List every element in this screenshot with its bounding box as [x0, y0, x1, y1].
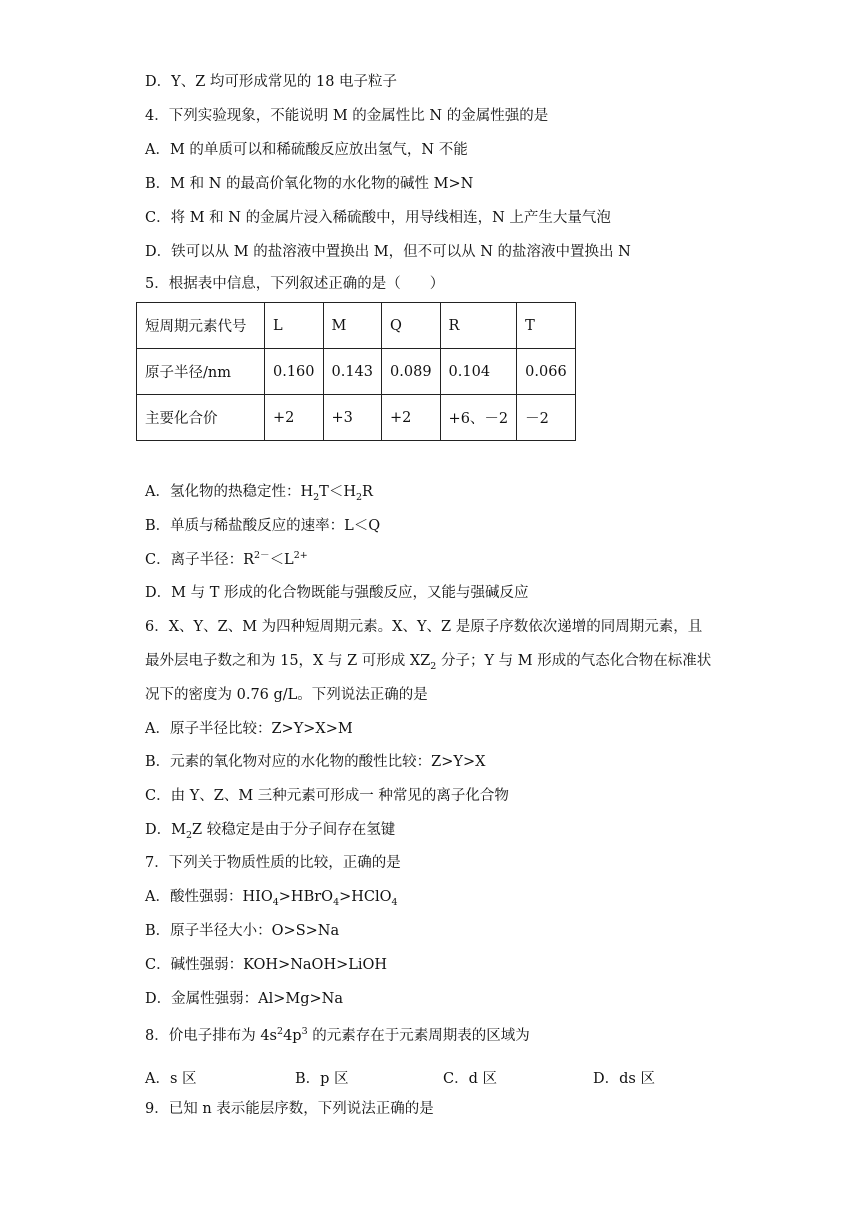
- text-part: C．离子半径：R: [145, 552, 255, 568]
- subscript: 4: [272, 896, 279, 908]
- q9-stem: 9．已知 n 表示能层序数，下列说法正确的是: [145, 1101, 434, 1117]
- q8-option-a: A．s 区: [145, 1071, 197, 1087]
- q4-option-c: C．将 M 和 N 的金属片浸入稀硫酸中，用导线相连，N 上产生大量气泡: [145, 210, 611, 226]
- superscript: 2－: [254, 550, 270, 562]
- table-cell: 0.160: [265, 349, 324, 395]
- table-cell: 0.143: [323, 349, 382, 395]
- q6-stem-line1: 6．X、Y、Z、M 为四种短周期元素。X、Y、Z 是原子序数依次递增的同周期元素，且: [145, 619, 703, 635]
- table-cell: R: [440, 303, 517, 349]
- q6-option-b: B．元素的氧化物对应的水化物的酸性比较：Z>Y>X: [145, 754, 486, 770]
- table-cell: 主要化合价: [137, 395, 265, 441]
- table-row: [137, 303, 576, 349]
- q6-stem-line2: [145, 651, 711, 671]
- q5-option-d: D．M 与 T 形成的化合物既能与强酸反应，又能与强碱反应: [145, 585, 529, 601]
- q5-option-c: [145, 550, 308, 570]
- table-cell: 0.104: [440, 349, 517, 395]
- q8-option-b: B．p 区: [295, 1071, 349, 1087]
- text-part: T＜H: [319, 484, 356, 500]
- q6-option-a: A．原子半径比较：Z>Y>X>M: [145, 721, 353, 737]
- subscript: 2: [356, 491, 363, 503]
- table-cell: 短周期元素代号: [137, 303, 265, 349]
- q7-stem: 7．下列关于物质性质的比较，正确的是: [145, 855, 401, 871]
- table-cell: L: [265, 303, 324, 349]
- subscript: 2: [185, 829, 193, 841]
- text-part: 最外层电子数之和为 15，X 与 Z 可形成 XZ: [145, 653, 431, 669]
- subscript: 4: [391, 896, 398, 908]
- q6-stem-line3: 况下的密度为 0.76 g/L。下列说法正确的是: [145, 687, 428, 703]
- text-part: D．M: [145, 822, 186, 838]
- q8-option-d: D．ds 区: [593, 1071, 655, 1087]
- q7-option-d: D．金属性强弱：Al>Mg>Na: [145, 991, 343, 1007]
- subscript: 4: [333, 896, 340, 908]
- subscript: 2: [430, 660, 437, 672]
- text-part: 的元素存在于元素周期表的区域为: [307, 1028, 530, 1044]
- subscript: 2: [313, 491, 320, 503]
- superscript: 3: [301, 1026, 308, 1038]
- table-cell: 原子半径/nm: [137, 349, 265, 395]
- table-cell: Q: [382, 303, 441, 349]
- q8-option-c: C．d 区: [443, 1071, 497, 1087]
- q8-stem: [145, 1026, 530, 1046]
- table-cell: T: [517, 303, 576, 349]
- q5-option-a: [145, 482, 373, 502]
- q7-option-c: C．碱性强弱：KOH>NaOH>LiOH: [145, 957, 388, 973]
- table-cell: 0.066: [517, 349, 576, 395]
- q4-option-b: B．M 和 N 的最高价氧化物的水化物的碱性 M>N: [145, 176, 474, 192]
- table-row: [137, 349, 576, 395]
- superscript: 2+: [293, 550, 308, 562]
- table-cell: 0.089: [382, 349, 441, 395]
- text-part: ＜L: [269, 552, 294, 568]
- table-cell: +3: [323, 395, 382, 441]
- q4-option-a: A．M 的单质可以和稀硫酸反应放出氢气，N 不能: [145, 142, 468, 158]
- text-part: >HClO: [339, 889, 392, 905]
- table-cell: +2: [382, 395, 441, 441]
- q7-option-a: [145, 887, 398, 907]
- text-part: 分子；Y 与 M 形成的气态化合物在标准状: [436, 653, 712, 669]
- table-cell: M: [323, 303, 382, 349]
- q7-option-b: B．原子半径大小：O>S>Na: [145, 923, 340, 939]
- table-cell: +6、－2: [440, 395, 517, 441]
- text-part: 4p: [283, 1028, 302, 1044]
- text-part: 8．价电子排布为 4s: [145, 1028, 278, 1044]
- text-part: Z 较稳定是由于分子间存在氢键: [192, 822, 396, 838]
- text-part: >HBrO: [278, 889, 334, 905]
- q5-stem: 5．根据表中信息，下列叙述正确的是（ ）: [145, 276, 445, 292]
- superscript: 2: [277, 1026, 284, 1038]
- table-cell: +2: [265, 395, 324, 441]
- q3-option-d: D．Y、Z 均可形成常见的 18 电子粒子: [145, 74, 398, 90]
- text-part: R: [362, 484, 373, 500]
- q6-option-c: C．由 Y、Z、M 三种元素可形成一 种常见的离子化合物: [145, 788, 509, 804]
- table-row: [137, 395, 576, 441]
- q6-option-d: [145, 820, 395, 840]
- q5-option-b: B．单质与稀盐酸反应的速率：L＜Q: [145, 518, 381, 534]
- q8-options: [145, 1067, 745, 1089]
- q4-option-d: D．铁可以从 M 的盐溶液中置换出 M，但不可以从 N 的盐溶液中置换出 N: [145, 244, 631, 260]
- q4-stem: 4．下列实验现象，不能说明 M 的金属性比 N 的金属性强的是: [145, 108, 549, 124]
- text-part: A．氢化物的热稳定性：H: [145, 484, 314, 500]
- element-info-table: [136, 302, 576, 441]
- text-part: A．酸性强弱：HIO: [145, 889, 273, 905]
- table-cell: －2: [517, 395, 576, 441]
